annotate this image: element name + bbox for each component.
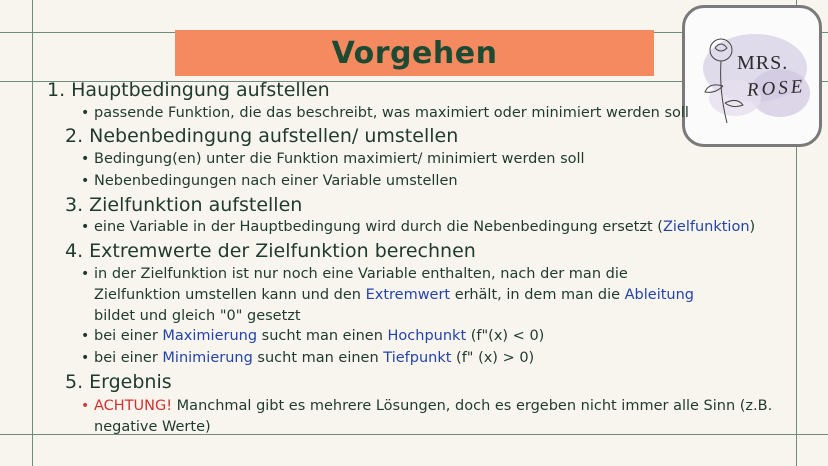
section-1-bullet: • passende Funktion, die das beschreibt, was maximiert oder minimiert werden soll [94,103,694,124]
term-zielfunktion: Zielfunktion [662,219,750,235]
section-5-bullet: • ACHTUNG! Manchmal gibt es mehrere Lösungen, doch es ergeben nicht immer alle Sinn (z.B. negative Werte) [81,398,773,435]
section-5-heading: 5. Ergebnis [65,371,172,393]
bullet-icon: • [81,328,90,344]
section-4-heading: 4. Extremwerte der Zielfunktion berechnen [65,240,476,262]
bullet-icon: • [81,398,90,414]
bullet-icon: • [81,151,90,167]
logo-text-rose: ROSE [746,75,807,102]
term-hochpunkt: Hochpunkt [387,328,467,344]
section-3-bullet: • eine Variable in der Hauptbedingung wird durch die Nebenbedingung ersetzt (Zielfunktion) [94,217,755,238]
bullet-icon: • [81,173,90,189]
bullet-icon: • [81,266,90,282]
bullet-icon: • [81,105,90,121]
term-extremwert: Extremwert [365,287,451,303]
term-maximierung: Maximierung [162,328,258,344]
term-tiefpunkt: Tiefpunkt [383,350,452,366]
section-4-bullet-1: • in der Zielfunktion ist nur noch eine Variable enthalten, nach der man die Zielfunktion umstellen kann und den Extremwert erhält, in dem man die Ableitung bildet und gleich "0" gesetzt [81,266,695,324]
bullet-icon: • [81,219,90,235]
term-ableitung: Ableitung [624,287,695,303]
section-2-heading: 2. Nebenbedingung aufstellen/ umstellen [65,125,459,147]
section-4-bullet-3: • bei einer Minimierung sucht man einen Tiefpunkt (f" (x) > 0) [94,348,534,369]
section-3-heading: 3. Zielfunktion aufstellen [65,194,303,216]
bullet-icon: • [81,350,90,366]
section-2-bullet-1: • Bedingung(en) unter die Funktion maximiert/ minimiert werden soll [94,149,585,170]
section-2-bullet-2: • Nebenbedingungen nach einer Variable umstellen [94,171,458,192]
term-minimierung: Minimierung [162,350,253,366]
page-title: Vorgehen [331,35,498,71]
section-1-heading: 1. Hauptbedingung aufstellen [47,79,330,101]
section-4-bullet-2: • bei einer Maximierung sucht man einen Hochpunkt (f"(x) < 0) [94,326,544,347]
logo-text-mrs: MRS. [737,52,789,74]
warning-label: ACHTUNG! [94,398,173,414]
